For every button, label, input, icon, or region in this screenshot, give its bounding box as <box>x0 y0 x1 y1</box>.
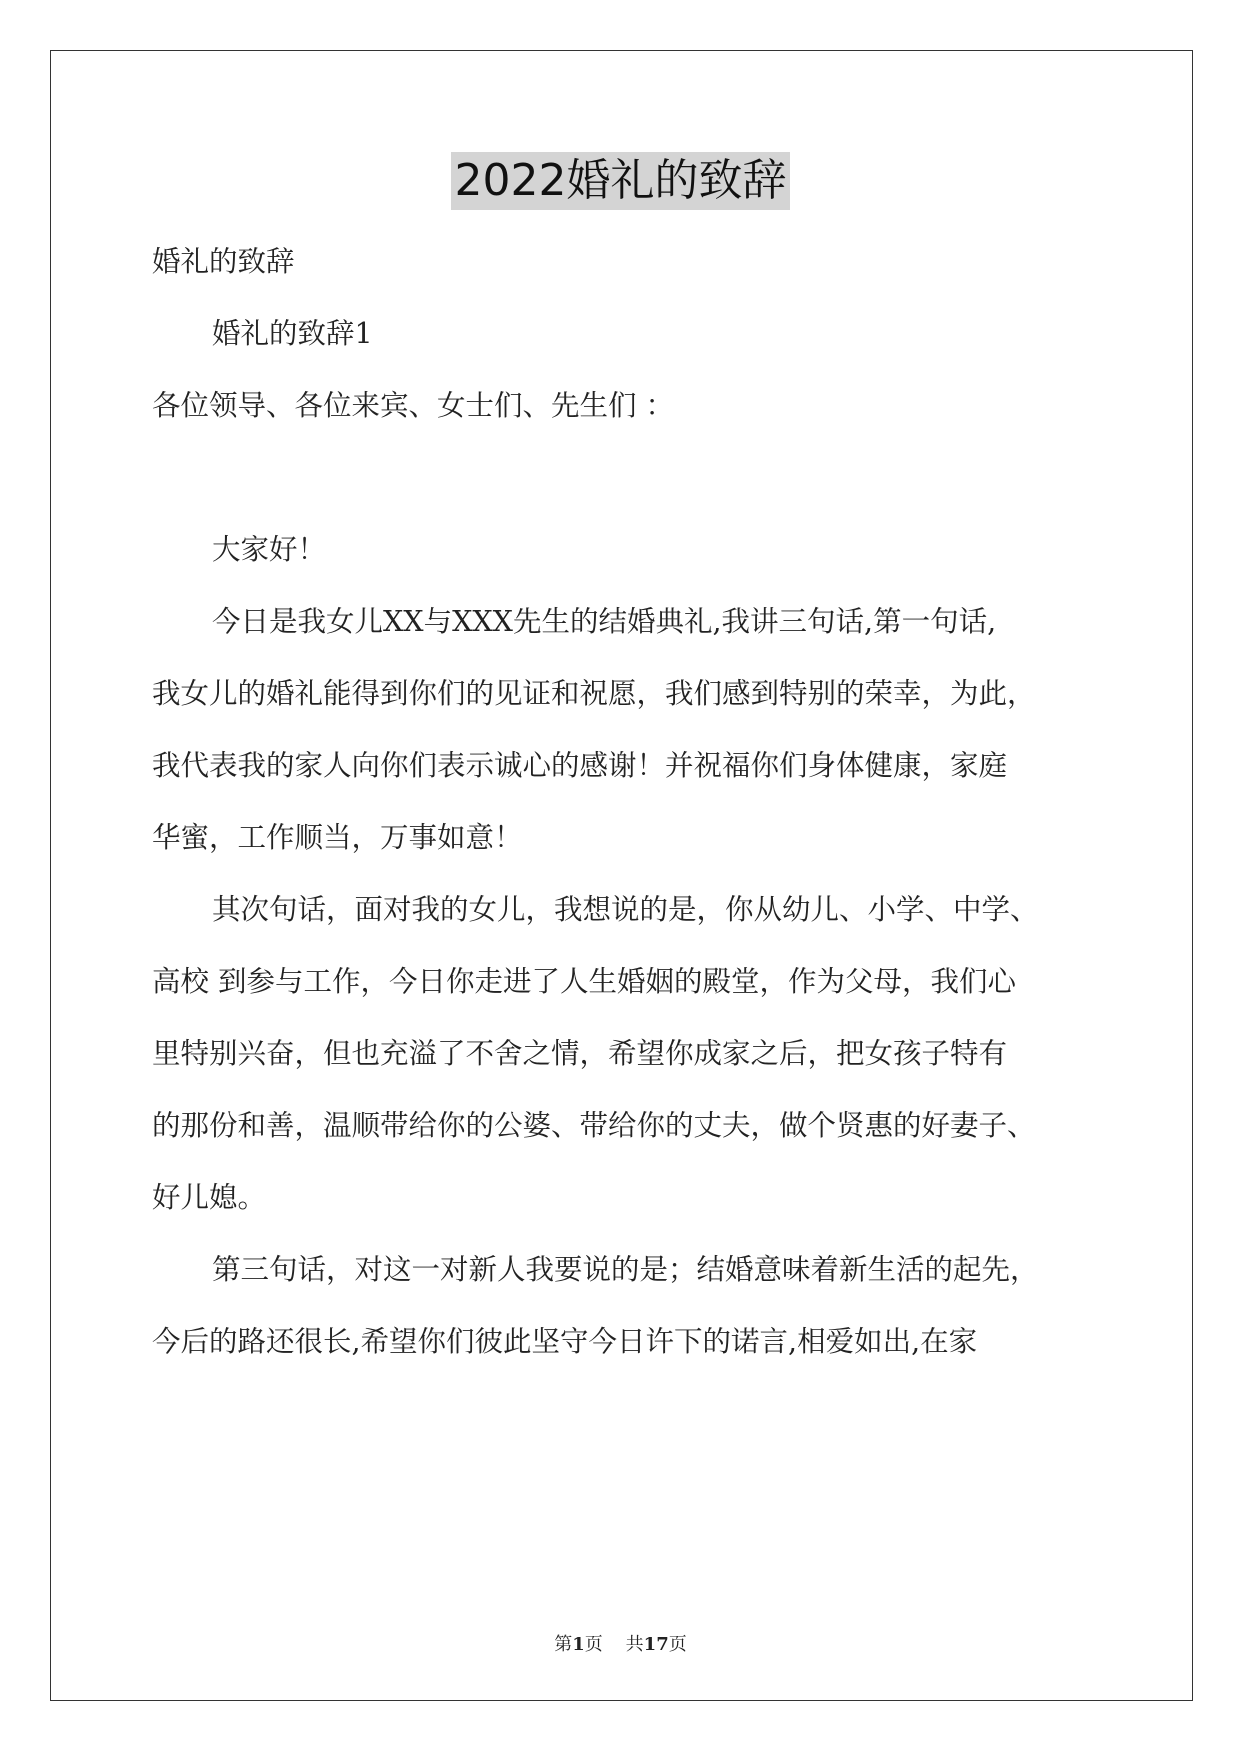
doc-line: 我女儿的婚礼能得到你们的见证和祝愿，我们感到特别的荣幸，为此， <box>152 677 1036 710</box>
page-border <box>50 50 1193 1701</box>
footer-mid: 页 共 <box>584 1634 644 1655</box>
doc-line: 各位领导、各位来宾、女士们、先生们 ： <box>152 389 675 422</box>
doc-line: 今后的路还很长,希望你们彼此坚守今日许下的诺言,相爱如出,在家 <box>152 1325 978 1358</box>
doc-line: 大家好！ <box>212 533 327 566</box>
document-title: 2022婚礼的致辞 <box>451 152 791 210</box>
footer-total-pages: 17 <box>643 1634 669 1655</box>
doc-line: 婚礼的致辞 <box>152 245 295 278</box>
doc-line: 我代表我的家人向你们表示诚心的感谢！并祝福你们身体健康，家庭 <box>152 749 1008 782</box>
doc-line: 好儿媳。 <box>152 1181 267 1214</box>
doc-line: 里特别兴奋，但也充溢了不舍之情，希望你成家之后，把女孩子特有 <box>152 1037 1008 1070</box>
doc-line: 第三句话，对这一对新人我要说的是；结婚意味着新生活的起先， <box>212 1253 1039 1286</box>
doc-line: 的那份和善，温顺带给你的公婆、带给你的丈夫，做个贤惠的好妻子、 <box>152 1109 1036 1142</box>
footer-current-page: 1 <box>572 1634 585 1655</box>
doc-line: 其次句话，面对我的女儿，我想说的是，你从幼儿、小学、中学、 <box>212 893 1039 926</box>
doc-line: 高校 到参与工作，今日你走进了人生婚姻的殿堂，作为父母，我们心 <box>152 965 1017 998</box>
doc-line: 华蜜，工作顺当，万事如意！ <box>152 821 523 854</box>
doc-line: 今日是我女儿XX与XXX先生的结婚典礼,我讲三句话,第一句话, <box>212 605 997 638</box>
footer-prefix: 第 <box>554 1634 573 1655</box>
page-footer <box>0 1630 1241 1656</box>
title-block <box>0 152 1241 210</box>
footer-suffix: 页 <box>668 1634 687 1655</box>
doc-line: 婚礼的致辞1 <box>212 317 373 350</box>
